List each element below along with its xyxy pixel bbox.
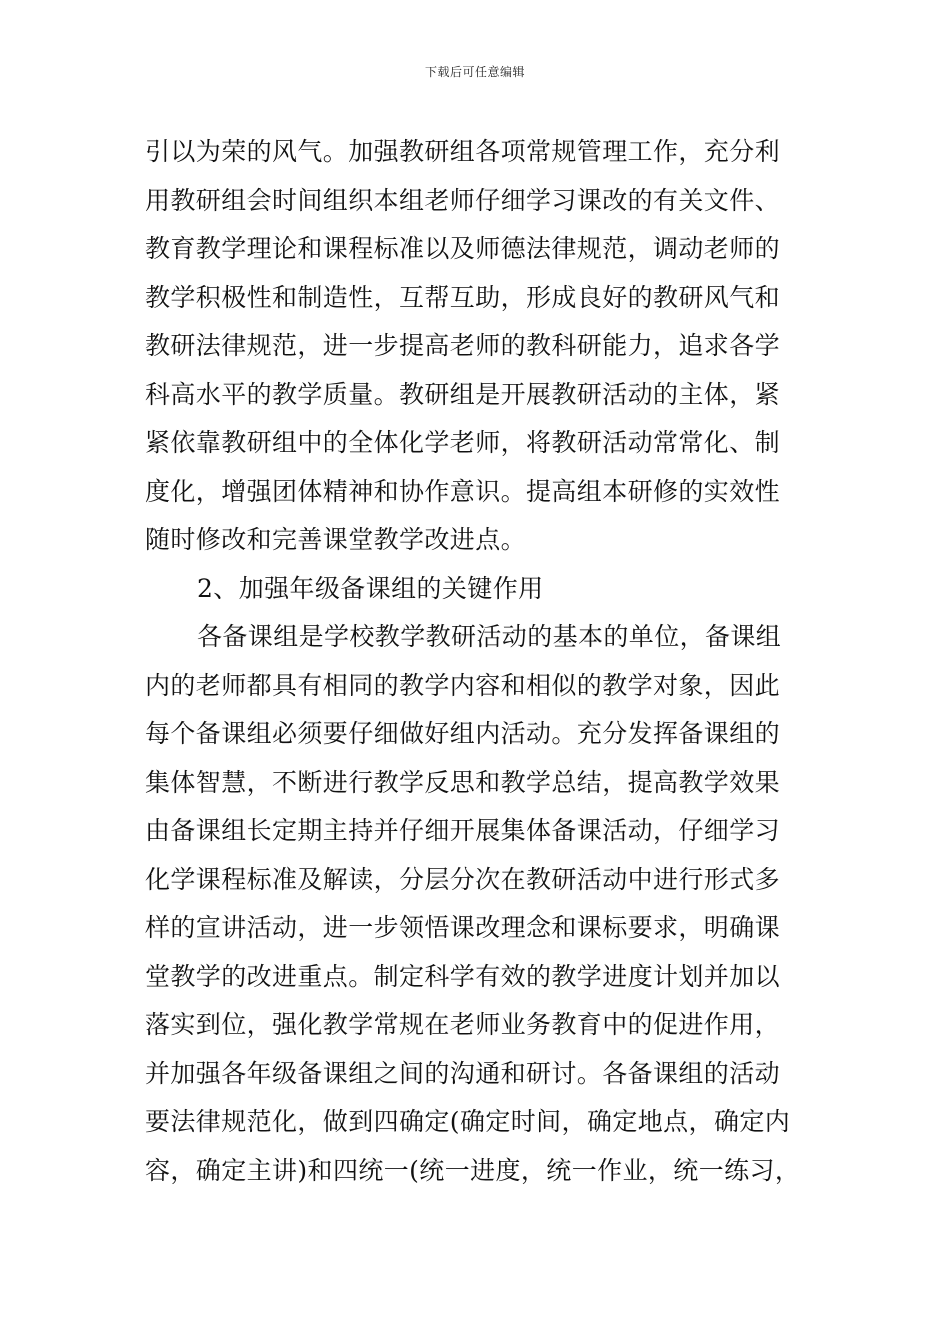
text-line: 容，确定主讲)和四统一(统一进度，统一作业，统一练习，	[145, 1155, 801, 1185]
text-line: 堂教学的改进重点。制定科学有效的教学进度计划并加以	[145, 961, 781, 991]
text-line: 教育教学理论和课程标准以及师德法律规范，调动老师的	[145, 234, 781, 263]
text-line: 由备课组长定期主持并仔细开展集体备课活动，仔细学习	[145, 816, 781, 845]
text-line: 落实到位，强化教学常规在老师业务教育中的促进作用，	[145, 1010, 781, 1039]
text-line: 要法律规范化，做到四确定(确定时间，确定地点，确定内	[145, 1107, 791, 1136]
text-line: 样的宣讲活动，进一步领悟课改理念和课标要求，明确课	[145, 913, 781, 942]
text-line: 内的老师都具有相同的教学内容和相似的教学对象，因此	[145, 670, 781, 700]
text-line: 各备课组是学校教学教研活动的基本的单位，备课组	[197, 622, 782, 651]
text-line: 教研法律规范，进一步提高老师的教科研能力，追求各学	[145, 331, 781, 360]
text-line: 科高水平的教学质量。教研组是开展教研活动的主体，紧	[145, 379, 781, 409]
text-line: 随时修改和完善课堂教学改进点。	[145, 525, 527, 554]
text-line: 紧依靠教研组中的全体化学老师，将教研活动常常化、制	[145, 428, 781, 457]
text-line: 化学课程标准及解读，分层分次在教研活动中进行形式多	[145, 864, 781, 894]
section-heading: 2、加强年级备课组的关键作用	[197, 573, 544, 603]
text-line: 并加强各年级备课组之间的沟通和研讨。各备课组的活动	[145, 1058, 781, 1088]
document-body	[145, 128, 825, 1195]
text-line: 引以为荣的风气。加强教研组各项常规管理工作，充分利	[145, 137, 781, 166]
text-line: 每个备课组必须要仔细做好组内活动。充分发挥备课组的	[145, 719, 781, 748]
page-header: 下载后可任意编辑	[424, 65, 525, 79]
text-line: 教学积极性和制造性，互帮互助，形成良好的教研风气和	[145, 282, 781, 312]
text-line: 集体智慧，不断进行教学反思和教学总结，提高教学效果	[145, 767, 781, 797]
text-line: 度化，增强团体精神和协作意识。提高组本研修的实效性	[145, 476, 781, 506]
text-line: 用教研组会时间组织本组老师仔细学习课改的有关文件、	[145, 185, 781, 215]
